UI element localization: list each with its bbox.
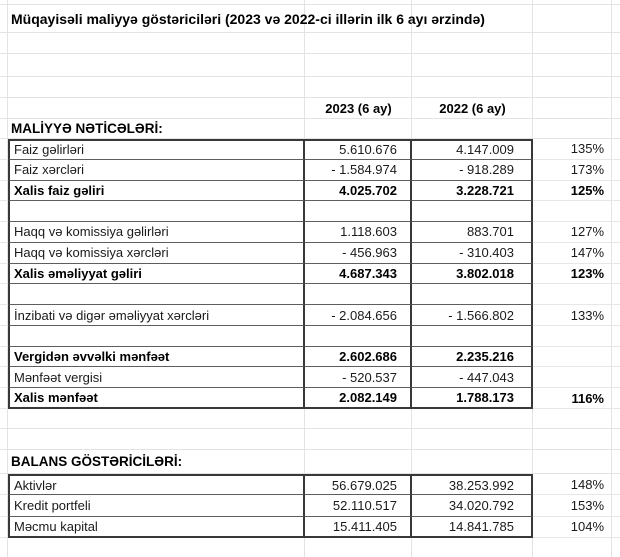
finance-table — [0, 139, 620, 409]
table-row — [0, 243, 620, 264]
spacer-cell — [0, 367, 8, 388]
value-2023 — [305, 326, 412, 347]
table-row — [0, 305, 620, 326]
table-row — [0, 367, 620, 388]
table-row — [0, 388, 620, 409]
value-2022: 3.228.721 — [412, 181, 533, 202]
value-2022: 34.020.792 — [412, 495, 533, 516]
spacer-cell — [612, 347, 620, 368]
row-label: Məcmu kapital — [8, 517, 305, 538]
table-row — [0, 222, 620, 243]
spacer-cell — [612, 495, 620, 516]
spacer-row — [0, 409, 620, 429]
spacer-cell — [0, 450, 8, 473]
spacer-cell — [612, 388, 620, 409]
row-label: Haqq və komissiya xərcləri — [8, 243, 305, 264]
percent-value: 104% — [533, 517, 612, 538]
row-label: Xalis faiz gəliri — [8, 181, 305, 202]
spacer-cell — [0, 222, 8, 243]
percent-value — [533, 326, 612, 347]
value-2023 — [305, 284, 412, 305]
percent-value: 173% — [533, 160, 612, 181]
value-2023: - 520.537 — [305, 367, 412, 388]
row-label: Mənfəət vergisi — [8, 367, 305, 388]
row-label: Xalis mənfəət — [8, 388, 305, 409]
table-row — [0, 264, 620, 285]
spacer-cell — [0, 201, 8, 222]
value-2023: 56.679.025 — [305, 474, 412, 495]
finance-section-row — [0, 119, 620, 139]
value-2023: 4.687.343 — [305, 264, 412, 285]
percent-value — [533, 284, 612, 305]
value-2022 — [412, 284, 533, 305]
spacer-cell — [0, 305, 8, 326]
table-row — [0, 474, 620, 495]
percent-value — [533, 367, 612, 388]
value-2022: 14.841.785 — [412, 517, 533, 538]
table-row — [0, 139, 620, 160]
spacer-cell — [0, 243, 8, 264]
spacer-cell — [0, 181, 8, 202]
value-2022: 3.802.018 — [412, 264, 533, 285]
spacer-cell — [612, 474, 620, 495]
percent-value: 147% — [533, 243, 612, 264]
value-2022: - 1.566.802 — [412, 305, 533, 326]
value-2023: 1.118.603 — [305, 222, 412, 243]
spacer-cell — [0, 347, 8, 368]
spacer-cell — [0, 388, 8, 409]
percent-value: 133% — [533, 305, 612, 326]
spacer-cell — [0, 474, 8, 495]
percent-value: 125% — [533, 181, 612, 202]
report-title: Müqayisəli maliyyə göstəriciləri (2023 və 2022-ci illərin ilk 6 ayı ərzində) — [11, 10, 485, 27]
value-2022 — [412, 201, 533, 222]
value-2022: - 447.043 — [412, 367, 533, 388]
row-label: Haqq və komissiya gəlirləri — [8, 222, 305, 243]
spacer-cell — [612, 517, 620, 538]
row-label: Faiz gəlirləri — [8, 139, 305, 160]
spacer-cell — [612, 222, 620, 243]
value-2023: - 2.084.656 — [305, 305, 412, 326]
value-2022: 4.147.009 — [412, 139, 533, 160]
value-2023 — [305, 201, 412, 222]
percent-value: 116% — [533, 388, 612, 409]
spacer-cell — [0, 139, 8, 160]
table-row — [0, 517, 620, 538]
spacer-cell — [612, 243, 620, 264]
row-label: İnzibati və digər əməliyyat xərcləri — [8, 305, 305, 326]
percent-value — [533, 201, 612, 222]
percent-value: 148% — [533, 474, 612, 495]
value-2022: - 310.403 — [412, 243, 533, 264]
spacer-cell — [612, 98, 620, 118]
value-2023: 52.110.517 — [305, 495, 412, 516]
col-header-2022: 2022 (6 ay) — [439, 100, 506, 116]
spacer-cell — [0, 284, 8, 305]
value-2023: 2.082.149 — [305, 388, 412, 409]
value-2023: 5.610.676 — [305, 139, 412, 160]
spacer-cell — [533, 98, 612, 118]
value-2022: 2.235.216 — [412, 347, 533, 368]
section-finance-title: MALİYYƏ NƏTİCƏLƏRİ: — [11, 121, 163, 136]
spacer-cell — [0, 5, 8, 32]
table-spacer-row — [0, 201, 620, 222]
row-label — [8, 326, 305, 347]
spacer-row — [0, 538, 620, 557]
section-balance-title: BALANS GÖSTƏRİCİLƏRİ: — [11, 453, 183, 469]
value-2023: - 456.963 — [305, 243, 412, 264]
table-spacer-row — [0, 284, 620, 305]
spacer-cell — [612, 284, 620, 305]
value-2022: 883.701 — [412, 222, 533, 243]
col-header-2023: 2023 (6 ay) — [325, 100, 392, 116]
spacer-cell — [0, 326, 8, 347]
value-2023: 15.411.405 — [305, 517, 412, 538]
percent-value: 123% — [533, 264, 612, 285]
spacer-row — [0, 33, 620, 54]
table-row — [0, 347, 620, 368]
balance-table — [0, 474, 620, 538]
title-row — [0, 5, 620, 33]
value-2023: - 1.584.974 — [305, 160, 412, 181]
value-2022: 38.253.992 — [412, 474, 533, 495]
row-label: Aktivlər — [8, 474, 305, 495]
spacer-cell — [0, 495, 8, 516]
spacer-cell — [612, 367, 620, 388]
table-row — [0, 160, 620, 181]
value-2022: 1.788.173 — [412, 388, 533, 409]
table-spacer-row — [0, 326, 620, 347]
row-label — [8, 201, 305, 222]
spacer-cell — [0, 98, 8, 118]
spacer-cell — [612, 264, 620, 285]
percent-value: 127% — [533, 222, 612, 243]
percent-value — [533, 347, 612, 368]
spacer-cell — [612, 201, 620, 222]
percent-value: 153% — [533, 495, 612, 516]
spacer-cell — [612, 326, 620, 347]
row-label: Xalis əməliyyat gəliri — [8, 264, 305, 285]
spacer-row — [0, 77, 620, 98]
spacer-cell — [612, 305, 620, 326]
row-label: Kredit portfeli — [8, 495, 305, 516]
spacer-cell — [612, 160, 620, 181]
row-label: Faiz xərcləri — [8, 160, 305, 181]
spacer-cell — [0, 119, 8, 138]
row-label — [8, 284, 305, 305]
spacer-cell — [612, 181, 620, 202]
balance-section-row — [0, 450, 620, 474]
spacer-row — [0, 54, 620, 77]
spacer-cell — [0, 160, 8, 181]
table-row — [0, 495, 620, 516]
table-row — [0, 181, 620, 202]
spacer-cell — [612, 139, 620, 160]
value-2022: - 918.289 — [412, 160, 533, 181]
value-2023: 2.602.686 — [305, 347, 412, 368]
row-label: Vergidən əvvəlki mənfəət — [8, 347, 305, 368]
value-2023: 4.025.702 — [305, 181, 412, 202]
column-header-row — [0, 98, 620, 119]
spacer-cell — [0, 517, 8, 538]
spacer-row — [0, 429, 620, 450]
percent-value: 135% — [533, 139, 612, 160]
value-2022 — [412, 326, 533, 347]
spacer-cell — [0, 264, 8, 285]
spacer-cell — [8, 98, 305, 118]
